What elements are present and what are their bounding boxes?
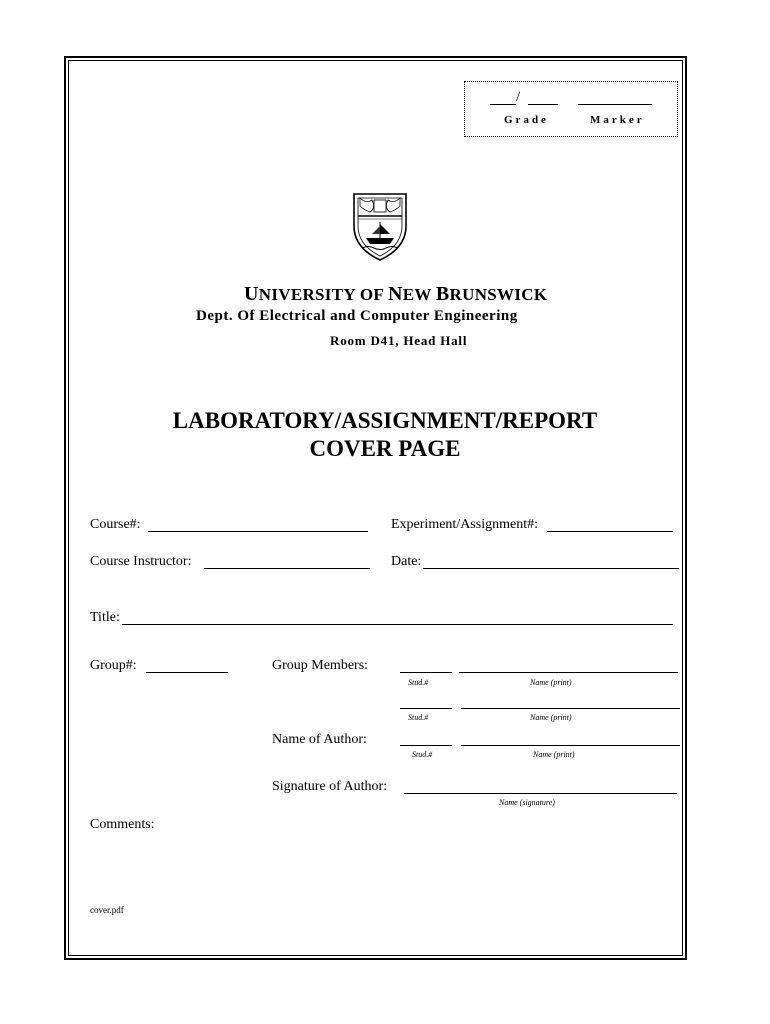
author-stud-field[interactable] — [400, 745, 452, 746]
instructor-label: Course Instructor: — [90, 554, 192, 569]
marker-label: Marker — [590, 114, 645, 126]
grade-slash: / — [516, 89, 521, 105]
member2-stud-field[interactable] — [400, 708, 452, 709]
grade-label: Grade — [504, 114, 549, 126]
room-location: Room D41, Head Hall — [330, 333, 468, 348]
group-number-field[interactable] — [146, 672, 228, 673]
member1-stud-field[interactable] — [400, 672, 452, 673]
marker-line[interactable] — [578, 104, 652, 105]
member2-name-sublabel: Name (print) — [530, 713, 572, 722]
university-crest-logo — [350, 186, 410, 262]
experiment-field[interactable] — [547, 531, 673, 532]
university-name: UNIVERSITY OF NEW BRUNSWICK — [244, 283, 548, 305]
author-stud-sublabel: Stud.# — [412, 750, 433, 759]
title-label: Title: — [90, 610, 120, 625]
footer-filename: cover.pdf — [90, 905, 124, 915]
experiment-label: Experiment/Assignment#: — [391, 517, 538, 532]
member1-name-field[interactable] — [459, 672, 678, 673]
author-label: Name of Author: — [272, 732, 367, 747]
comments-label: Comments: — [90, 817, 155, 832]
course-label: Course#: — [90, 517, 141, 532]
signature-label: Signature of Author: — [272, 779, 388, 794]
course-field[interactable] — [148, 531, 368, 532]
member2-name-field[interactable] — [461, 708, 680, 709]
grade-total-line[interactable] — [528, 104, 558, 105]
date-label: Date: — [391, 554, 422, 569]
department-name: Dept. Of Electrical and Computer Engineering — [196, 308, 518, 324]
signature-sublabel: Name (signature) — [499, 798, 555, 807]
instructor-field[interactable] — [204, 568, 370, 569]
date-field[interactable] — [423, 568, 679, 569]
group-members-label: Group Members: — [272, 658, 369, 673]
grade-score-line[interactable] — [490, 104, 516, 105]
author-name-field[interactable] — [461, 745, 680, 746]
author-name-sublabel: Name (print) — [533, 750, 575, 759]
title-field[interactable] — [122, 624, 673, 625]
group-label: Group#: — [90, 658, 137, 673]
member1-stud-sublabel: Stud.# — [408, 678, 429, 687]
page-subtitle: COVER PAGE — [309, 436, 461, 461]
member2-stud-sublabel: Stud.# — [408, 713, 429, 722]
comments-area[interactable] — [90, 838, 675, 898]
member1-name-sublabel: Name (print) — [530, 678, 572, 687]
signature-field[interactable] — [404, 793, 677, 794]
page-title: LABORATORY/ASSIGNMENT/REPORT — [172, 408, 598, 433]
grade-marker-box — [464, 81, 678, 137]
